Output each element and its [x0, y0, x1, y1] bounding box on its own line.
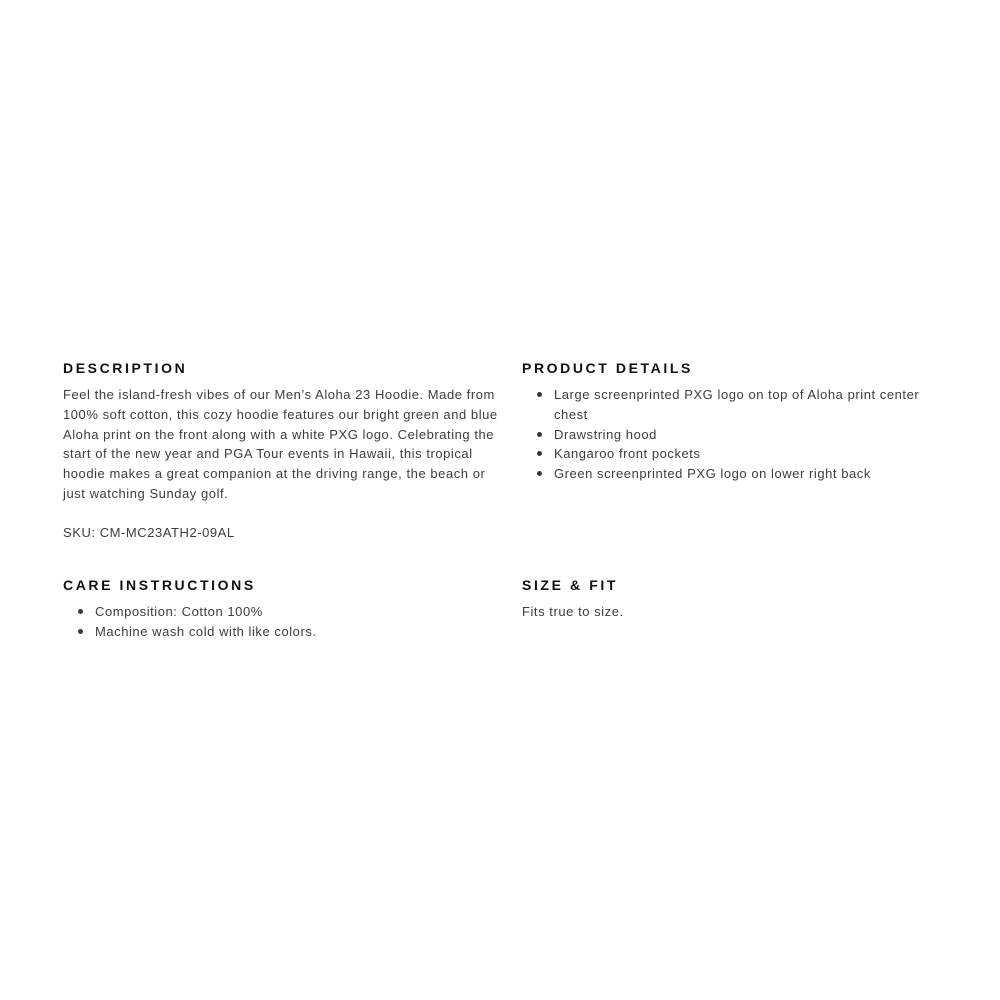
product-detail-item: Green screenprinted PXG logo on lower right back [554, 464, 952, 484]
product-detail-item: Kangaroo front pockets [554, 444, 952, 464]
size-fit-text: Fits true to size. [522, 604, 624, 619]
description-heading: DESCRIPTION [63, 360, 188, 376]
product-detail-item: Large screenprinted PXG logo on top of Aloha print center chest [554, 385, 952, 425]
product-details-list [522, 385, 952, 484]
care-instruction-item: Machine wash cold with like colors. [95, 622, 503, 642]
description-section [63, 360, 503, 543]
sku-text: SKU: CM-MC23ATH2-09AL [63, 524, 235, 540]
product-details-heading: PRODUCT DETAILS [522, 360, 693, 376]
care-instruction-item: Composition: Cotton 100% [95, 602, 503, 622]
care-instructions-heading: CARE INSTRUCTIONS [63, 577, 256, 593]
care-instructions-section [63, 577, 503, 642]
care-instructions-list [63, 602, 503, 642]
size-fit-section [522, 577, 962, 622]
description-text: Feel the island-fresh vibes of our Men’s Aloha 23 Hoodie. Made from 100% soft cotton, this cozy hoodie features our bright green and blue Aloha print on the front along with a white PXG logo. Celebrating the start of the new year and PGA Tour events in Hawaii, this tropical hoodie makes a great companion at the driving range, the beach or just watching Sunday golf. [63, 387, 498, 501]
size-fit-heading: SIZE & FIT [522, 577, 618, 593]
product-detail-item: Drawstring hood [554, 425, 952, 445]
product-details-section [522, 360, 952, 484]
